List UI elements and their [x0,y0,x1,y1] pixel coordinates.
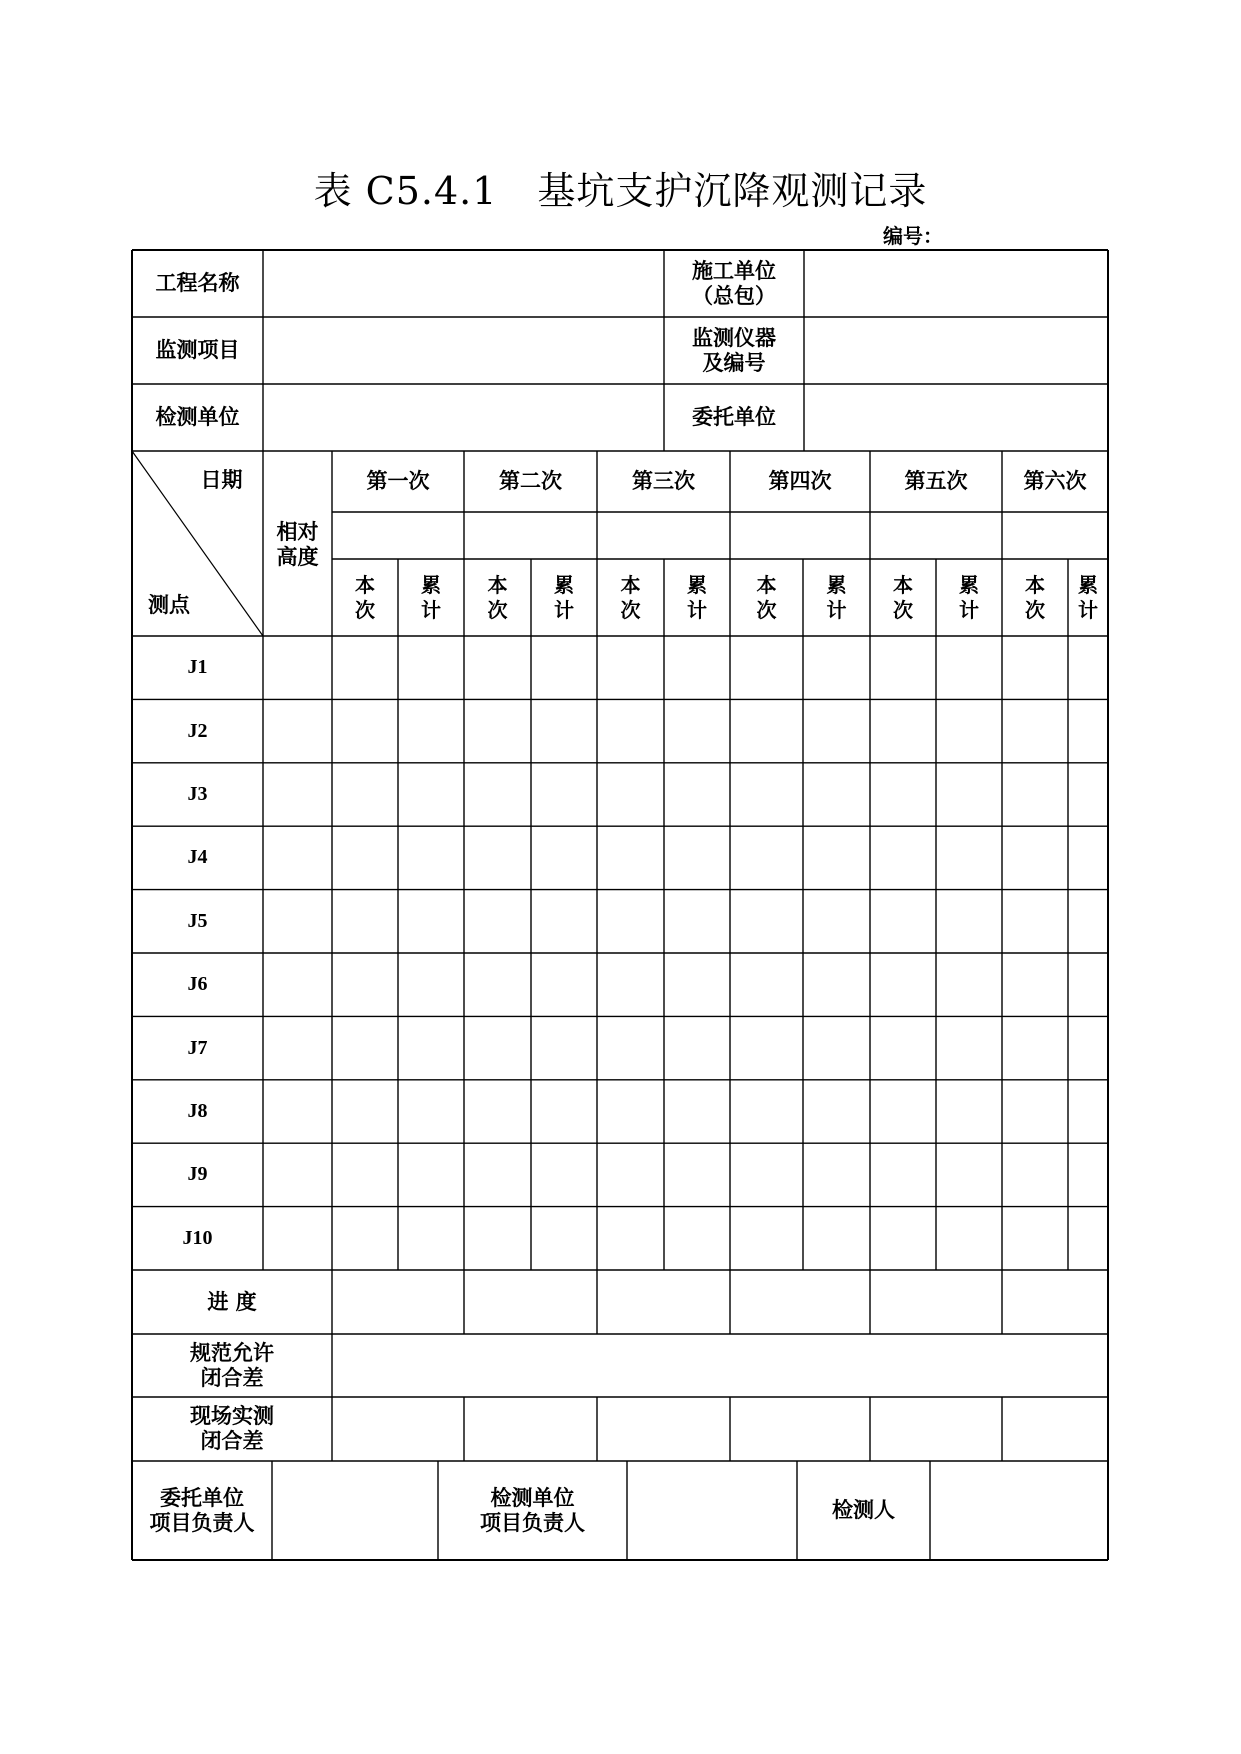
inspection-manager-label: 检测单位 项目负责人 [480,1485,585,1535]
instrument-label: 监测仪器 及编号 [692,325,776,375]
cumulative-label: 累 计 [826,572,847,622]
point-row-label: J8 [187,1099,208,1122]
inspector-label: 检测人 [832,1498,895,1522]
point-row-label: J5 [187,909,208,932]
this-time-label: 本 次 [1025,572,1045,622]
this-time-label: 本 次 [620,572,641,622]
point-label: 测点 [148,592,190,617]
monitoring-item-label: 监测项目 [155,338,240,362]
client-manager-label: 委托单位 项目负责人 [149,1485,255,1535]
measured-closure-label: 现场实测 闭合差 [190,1404,274,1453]
progress-label: 进 度 [207,1289,257,1314]
client-unit-label: 委托单位 [692,405,776,429]
point-row-label: J2 [187,719,208,742]
round-header-5: 第五次 [904,469,968,493]
round-header-1: 第一次 [366,469,430,493]
round-header-4: 第四次 [768,469,832,493]
form-code: 表 C5.4.1 [313,169,498,213]
date-label: 日期 [200,468,243,492]
construction-unit-label: 施工单位 （总包） [692,258,776,308]
point-row-label: J7 [187,1036,208,1059]
number-label: 编号： [883,224,943,248]
point-row-label: J6 [187,973,208,996]
cumulative-label: 累 计 [687,572,707,622]
point-row-label: J3 [187,782,208,805]
allowed-closure-label: 规范允许 闭合差 [190,1340,274,1390]
form-name: 基坑支护沉降观测记录 [537,169,928,213]
cumulative-label: 累 计 [1078,572,1098,622]
point-row-label: J4 [187,846,208,869]
this-time-label: 本 次 [756,572,777,622]
this-time-label: 本 次 [355,572,375,622]
round-header-3: 第三次 [632,469,695,493]
project-name-label: 工程名称 [155,271,240,295]
cumulative-label: 累 计 [554,572,574,622]
this-time-label: 本 次 [487,572,508,622]
point-row-label: J9 [187,1163,208,1186]
point-row-label: J1 [187,656,208,679]
inspection-unit-label: 检测单位 [155,405,240,429]
round-header-6: 第六次 [1023,469,1087,493]
this-time-label: 本 次 [893,572,913,622]
cumulative-label: 累 计 [421,572,441,622]
point-row-label: J10 [182,1226,213,1249]
relative-height-label: 相对 高度 [276,520,319,569]
round-header-2: 第二次 [499,469,562,493]
cumulative-label: 累 计 [959,572,979,622]
